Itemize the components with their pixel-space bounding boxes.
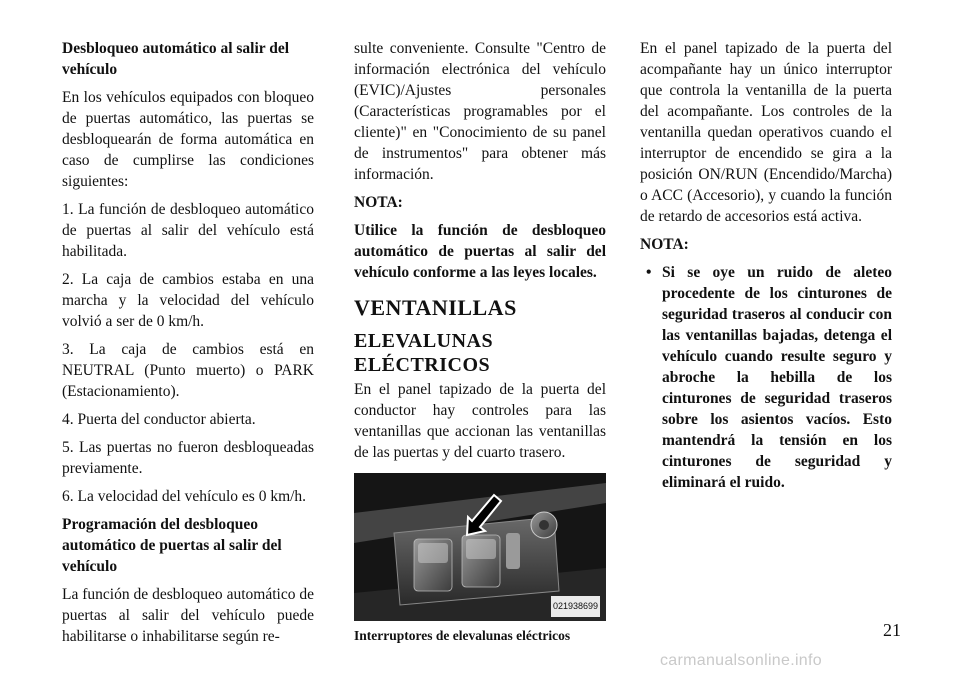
paragraph-auto-unlock-intro: En los vehículos equipados con bloqueo de puertas automático, las puertas se desbloquearán de forma automática en caso de cumplirse las condiciones siguientes: <box>62 89 314 190</box>
paragraph-evic-reference: sulte conveniente. Consulte "Centro de información electrónica del vehículo (EVIC)/Ajustes personales (Características programables por el cliente)" en "Conocimiento de su panel de instrumentos" para obtener más información. <box>354 40 606 183</box>
watermark: carmanualsonline.info <box>660 652 822 669</box>
list-item-condition-4: 4. Puerta del conductor abierta. <box>62 411 256 428</box>
paragraph-power-windows: En el panel tapizado de la puerta del conductor hay controles para las ventanillas que accionan las ventanillas de las puertas y del cuarto trasero. <box>354 381 606 461</box>
subsection-title-power-windows: ELEVALUNAS ELÉCTRICOS <box>354 330 494 376</box>
figure-code: 021938699 <box>551 596 600 617</box>
section-title-windows: VENTANILLAS <box>354 295 517 320</box>
note-text: Utilice la función de desbloqueo automático de puertas al salir del vehículo conforme a las leyes locales. <box>354 222 606 281</box>
figure-caption: Interruptores de elevalunas eléctricos <box>354 628 571 643</box>
list-item-condition-2: 2. La caja de cambios estaba en una marcha y la velocidad del vehículo volvió a ser de 0 km/h. <box>62 271 314 330</box>
column-right <box>640 38 892 493</box>
list-item-condition-1: 1. La función de desbloqueo automático de puertas al salir del vehículo está habilitada. <box>62 201 314 260</box>
list-item-condition-3: 3. La caja de cambios está en NEUTRAL (Punto muerto) o PARK (Estacionamiento). <box>62 341 314 400</box>
power-window-switches-figure <box>354 473 606 621</box>
heading-programming: Programación del desbloqueo automático de puertas al salir del vehículo <box>62 516 282 575</box>
bullet-seat-belt-noise: • Si se oye un ruido de aleteo procedente de los cinturones de seguridad traseros al conducir con las ventanillas bajadas, detenga el vehículo cuando resulte seguro y abroche la hebilla de los cinturones de seguridad traseros sobre los asientos vacíos. Esto mantendrá la tensión en los cinturones de seguridad y eliminará el ruido. <box>640 262 892 493</box>
column-middle <box>354 38 606 646</box>
paragraph-programming: La función de desbloqueo automático de puertas al salir del vehículo puede habilitarse o inhabilitarse según re- <box>62 586 314 645</box>
heading-auto-unlock: Desbloqueo automático al salir del vehículo <box>62 40 290 78</box>
list-item-condition-6: 6. La velocidad del vehículo es 0 km/h. <box>62 488 307 505</box>
note-label-right: NOTA: <box>640 236 689 253</box>
paragraph-passenger-window: En el panel tapizado de la puerta del acompañante hay un único interruptor que controla la ventanilla de la puerta del acompañante. Los controles de la ventanilla quedan operativos cuando el interruptor de encendido se gira a la posición ON/RUN (Encendido/Marcha) o ACC (Accesorio), y cuando la función de retardo de accesorios está activa. <box>640 40 892 225</box>
column-left <box>62 38 314 654</box>
list-item-condition-5: 5. Las puertas no fueron desbloqueadas previamente. <box>62 439 314 477</box>
note-label: NOTA: <box>354 194 403 211</box>
page-number: 21 <box>883 620 901 640</box>
